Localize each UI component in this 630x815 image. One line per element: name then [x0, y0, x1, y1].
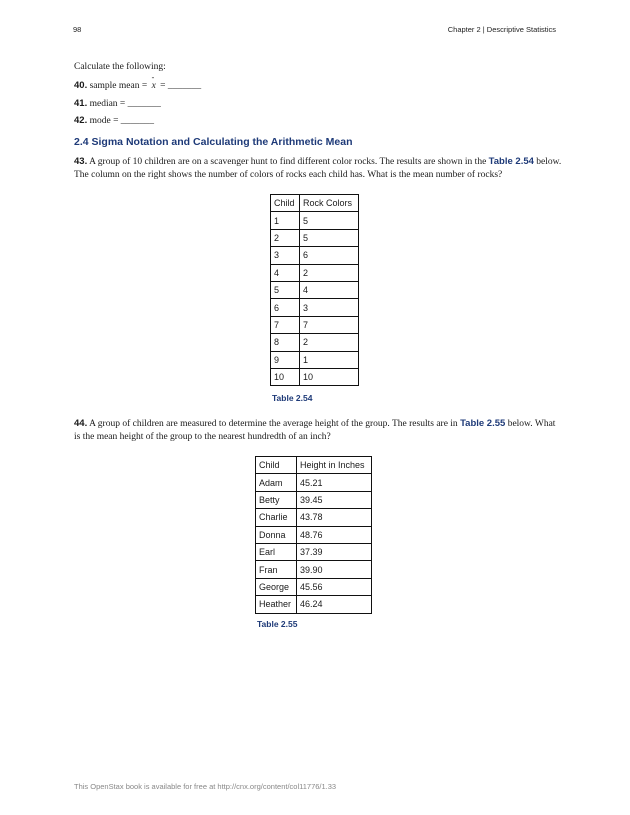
- heights-table: [255, 456, 372, 614]
- question-41: [74, 98, 564, 111]
- table-cell: Fran: [256, 561, 297, 578]
- table-header-row: [271, 195, 359, 212]
- table-cell: 45.56: [297, 578, 372, 595]
- table-cell: 43.78: [297, 509, 372, 526]
- question-40: [74, 80, 564, 93]
- table-cell: 7: [271, 316, 300, 333]
- table-cell: 39.45: [297, 491, 372, 508]
- table-cell: 2: [271, 229, 300, 246]
- table-cell: 5: [300, 229, 359, 246]
- table-cell: 2: [300, 334, 359, 351]
- table-caption: Table 2.54: [272, 393, 313, 403]
- table-cell: 4: [271, 264, 300, 281]
- table-row: [256, 509, 372, 526]
- table-cell: 3: [271, 247, 300, 264]
- table-cell: Donna: [256, 526, 297, 543]
- x-bar-symbol: - x: [150, 80, 158, 93]
- page-number: 98: [73, 25, 82, 34]
- question-number: 40.: [74, 80, 88, 91]
- question-number: 41.: [74, 98, 88, 109]
- table-row: [271, 351, 359, 368]
- table-row: [271, 334, 359, 351]
- table-cell: 5: [300, 212, 359, 229]
- column-header: Rock Colors: [300, 195, 359, 212]
- footer-text: This OpenStax book is available for free at http://cnx.org/content/col11776/1.33: [74, 782, 337, 791]
- question-text: A group of 10 children are on a scavenger hunt to find different color rocks. The results are shown in the: [89, 157, 487, 167]
- question-text: A group of children are measured to determine the average height of the group. The results are in: [89, 419, 458, 429]
- question-42: [74, 115, 564, 128]
- table-row: [256, 491, 372, 508]
- table-cell: Heather: [256, 596, 297, 613]
- table-link[interactable]: Table 2.54: [488, 156, 534, 167]
- table-header-row: [256, 457, 372, 474]
- table-cell: Charlie: [256, 509, 297, 526]
- table-row: [271, 212, 359, 229]
- table-caption: Table 2.55: [257, 619, 298, 629]
- table-row: [271, 299, 359, 316]
- table-row: [256, 543, 372, 560]
- question-text: sample mean =: [89, 81, 148, 91]
- table-cell: 6: [300, 247, 359, 264]
- table-row: [271, 264, 359, 281]
- table-cell: 9: [271, 351, 300, 368]
- table-cell: 6: [271, 299, 300, 316]
- table-cell: 1: [300, 351, 359, 368]
- question-number: 42.: [74, 115, 88, 126]
- table-cell: 1: [271, 212, 300, 229]
- table-cell: 3: [300, 299, 359, 316]
- column-header: Child: [271, 195, 300, 212]
- table-cell: 4: [300, 281, 359, 298]
- table-cell: 45.21: [297, 474, 372, 491]
- intro-text: Calculate the following:: [74, 62, 166, 72]
- column-header: Child: [256, 457, 297, 474]
- table-cell: 37.39: [297, 543, 372, 560]
- table-cell: 10: [271, 368, 300, 385]
- question-text: below. The column on the right shows the number of colors of rocks each child has. What is the mean number of rocks?: [74, 157, 562, 180]
- table-cell: Earl: [256, 543, 297, 560]
- table-cell: 10: [300, 368, 359, 385]
- table-cell: 48.76: [297, 526, 372, 543]
- table-cell: 8: [271, 334, 300, 351]
- table-row: [271, 281, 359, 298]
- answer-blank: = _______: [160, 81, 202, 91]
- question-43: [74, 156, 564, 181]
- table-link[interactable]: Table 2.55: [460, 418, 506, 429]
- question-44: [74, 418, 564, 443]
- table-cell: Adam: [256, 474, 297, 491]
- table-cell: 39.90: [297, 561, 372, 578]
- table-cell: Betty: [256, 491, 297, 508]
- table-row: [271, 316, 359, 333]
- table-row: [271, 368, 359, 385]
- table-row: [271, 247, 359, 264]
- table-row: [271, 229, 359, 246]
- rock-colors-table: [270, 194, 359, 386]
- table-row: [256, 596, 372, 613]
- table-row: [256, 474, 372, 491]
- table-row: [256, 561, 372, 578]
- table-cell: 5: [271, 281, 300, 298]
- table-cell: 2: [300, 264, 359, 281]
- table-cell: 46.24: [297, 596, 372, 613]
- question-text: below. What is the mean height of the group to the nearest hundredth of an inch?: [74, 419, 556, 442]
- table-cell: 7: [300, 316, 359, 333]
- section-title: 2.4 Sigma Notation and Calculating the Arithmetic Mean: [74, 136, 353, 148]
- question-number: 43.: [74, 156, 88, 167]
- table-cell: George: [256, 578, 297, 595]
- chapter-title: Chapter 2 | Descriptive Statistics: [447, 25, 556, 34]
- question-text: median = _______: [89, 99, 161, 109]
- table-row: [256, 526, 372, 543]
- question-text: mode = _______: [89, 116, 155, 126]
- column-header: Height in Inches: [297, 457, 372, 474]
- question-number: 44.: [74, 418, 88, 429]
- table-row: [256, 578, 372, 595]
